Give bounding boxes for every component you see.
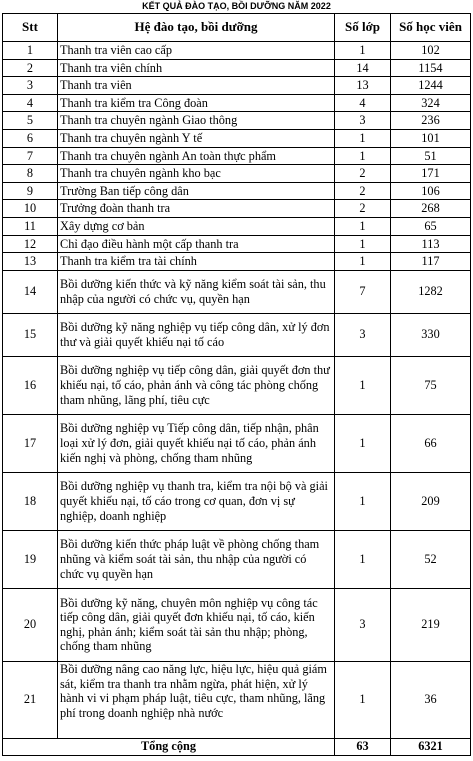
row-students: 1154 [391,59,471,77]
row-students: 324 [391,94,471,112]
row-classes: 1 [335,472,391,530]
row-stt: 21 [3,661,58,738]
table-row [3,414,471,472]
row-stt: 1 [3,42,58,60]
row-classes: 1 [335,414,391,472]
header-stt: Stt [3,14,58,42]
header-students: Số học viên [391,14,471,42]
table-row [3,661,471,738]
row-classes: 3 [335,588,391,661]
row-stt: 13 [3,253,58,271]
row-program-name: Bồi dưỡng nghiệp vụ thanh tra, kiểm tra nội bộ và giải quyết khiếu nại, tố cáo trong cơ quan, đơn vị sự nghiệp, doanh nghiệp [58,472,335,530]
row-program-name: Thanh tra kiểm tra Công đoàn [58,94,335,112]
row-classes: 14 [335,59,391,77]
row-classes: 2 [335,182,391,200]
row-stt: 19 [3,530,58,588]
row-stt: 14 [3,270,58,313]
row-students: 101 [391,129,471,147]
total-row [3,738,471,755]
row-program-name: Bồi dưỡng kiến thức pháp luật về phòng chống tham nhũng và kiểm soát tài sản, thu nhập của người có chức vụ quyền hạn [58,530,335,588]
row-program-name: Thanh tra chuyên ngành Y tế [58,129,335,147]
row-students: 75 [391,356,471,414]
row-students: 1244 [391,77,471,95]
row-program-name: Bồi dưỡng kiến thức và kỹ năng kiểm soát tài sản, thu nhập của người có chức vụ, quyền hạn [58,270,335,313]
table-row [3,313,471,356]
row-students: 1282 [391,270,471,313]
row-classes: 13 [335,77,391,95]
table-row [3,94,471,112]
row-stt: 10 [3,200,58,218]
row-stt: 8 [3,165,58,183]
row-classes: 2 [335,200,391,218]
row-classes: 1 [335,42,391,60]
row-program-name: Thanh tra kiểm tra tài chính [58,253,335,271]
table-row [3,253,471,271]
row-program-name: Thanh tra chuyên ngành Giao thông [58,112,335,130]
row-students: 106 [391,182,471,200]
row-classes: 1 [335,661,391,738]
table-row [3,182,471,200]
row-program-name: Thanh tra viên [58,77,335,95]
header-row [3,14,471,42]
header-program: Hệ đào tạo, bồi dưỡng [58,14,335,42]
row-students: 171 [391,165,471,183]
row-stt: 18 [3,472,58,530]
row-stt: 7 [3,147,58,165]
row-students: 36 [391,661,471,738]
row-stt: 12 [3,235,58,253]
header-classes: Số lớp [335,14,391,42]
row-students: 52 [391,530,471,588]
row-program-name: Thanh tra chuyên ngành An toàn thực phẩm [58,147,335,165]
table-row [3,200,471,218]
row-students: 65 [391,217,471,235]
row-program-name: Trường Ban tiếp công dân [58,182,335,200]
row-students: 209 [391,472,471,530]
results-table [2,13,471,756]
row-program-name: Bồi dưỡng nghiệp vụ tiếp công dân, giải quyết đơn thư khiếu nại, tố cáo, phản ánh và công tác phòng chống tham nhũng, lãng phí, tiêu cực [58,356,335,414]
row-students: 236 [391,112,471,130]
row-program-name: Bồi dưỡng kỹ năng nghiệp vụ tiếp công dân, xử lý đơn thư và giải quyết khiếu nại tố cáo [58,313,335,356]
row-stt: 9 [3,182,58,200]
row-classes: 1 [335,530,391,588]
row-stt: 5 [3,112,58,130]
row-program-name-text: Bồi dưỡng nâng cao năng lực, hiệu lực, hiệu quả giám sát, kiểm tra thanh tra nhằm ngừa, phát hiện, xử lý hành vi vi phạm pháp luật, tiêu cực, tham nhũng, lãng phí trong doanh nghiệp nhà nước [60,662,327,720]
row-stt: 2 [3,59,58,77]
row-students: 51 [391,147,471,165]
row-classes: 1 [335,147,391,165]
row-classes: 1 [335,356,391,414]
row-stt: 4 [3,94,58,112]
row-stt: 15 [3,313,58,356]
table-row [3,530,471,588]
row-students: 268 [391,200,471,218]
table-row [3,472,471,530]
row-program-name: Xây dựng cơ bản [58,217,335,235]
table-row [3,270,471,313]
row-stt: 6 [3,129,58,147]
row-program-name: Trưởng đoàn thanh tra [58,200,335,218]
row-students: 102 [391,42,471,60]
row-program-name: Thanh tra viên cao cấp [58,42,335,60]
row-program-name: Bồi dưỡng kỹ năng, chuyên môn nghiệp vụ công tác tiếp công dân, giải quyết đơn khiếu nại, tố cáo, kiến nghị, phản ánh; kiểm soát tài sản thu nhập; phòng, chống tham nhũng [58,588,335,661]
table-row [3,165,471,183]
row-stt: 3 [3,77,58,95]
row-program-name: Bồi dưỡng nghiệp vụ Tiếp công dân, tiếp nhận, phân loại xử lý đơn, giải quyết khiếu nại tố cáo, phản ánh kiến nghị và phòng, chống tham nhũng [58,414,335,472]
page-title: KẾT QUẢ ĐÀO TẠO, BỒI DƯỠNG NĂM 2022 [142,1,331,11]
row-classes: 2 [335,165,391,183]
total-label: Tổng cộng [3,738,335,755]
row-students: 219 [391,588,471,661]
row-students: 113 [391,235,471,253]
table-row [3,112,471,130]
row-classes: 1 [335,129,391,147]
row-students: 117 [391,253,471,271]
table-row [3,588,471,661]
row-classes: 1 [335,217,391,235]
row-classes: 3 [335,313,391,356]
total-classes: 63 [335,738,391,755]
row-program-name: Chỉ đạo điều hành một cấp thanh tra [58,235,335,253]
row-stt: 16 [3,356,58,414]
table-row [3,59,471,77]
table-row [3,129,471,147]
row-classes: 7 [335,270,391,313]
row-classes: 4 [335,94,391,112]
row-program-name [58,661,335,738]
table-row [3,356,471,414]
total-students: 6321 [391,738,471,755]
row-stt: 11 [3,217,58,235]
table-row [3,147,471,165]
table-row [3,42,471,60]
row-classes: 1 [335,235,391,253]
table-row [3,217,471,235]
table-row [3,235,471,253]
row-stt: 17 [3,414,58,472]
row-classes: 3 [335,112,391,130]
row-classes: 1 [335,253,391,271]
table-row [3,77,471,95]
row-stt: 20 [3,588,58,661]
row-students: 66 [391,414,471,472]
row-students: 330 [391,313,471,356]
row-program-name: Thanh tra chuyên ngành kho bạc [58,165,335,183]
row-program-name: Thanh tra viên chính [58,59,335,77]
